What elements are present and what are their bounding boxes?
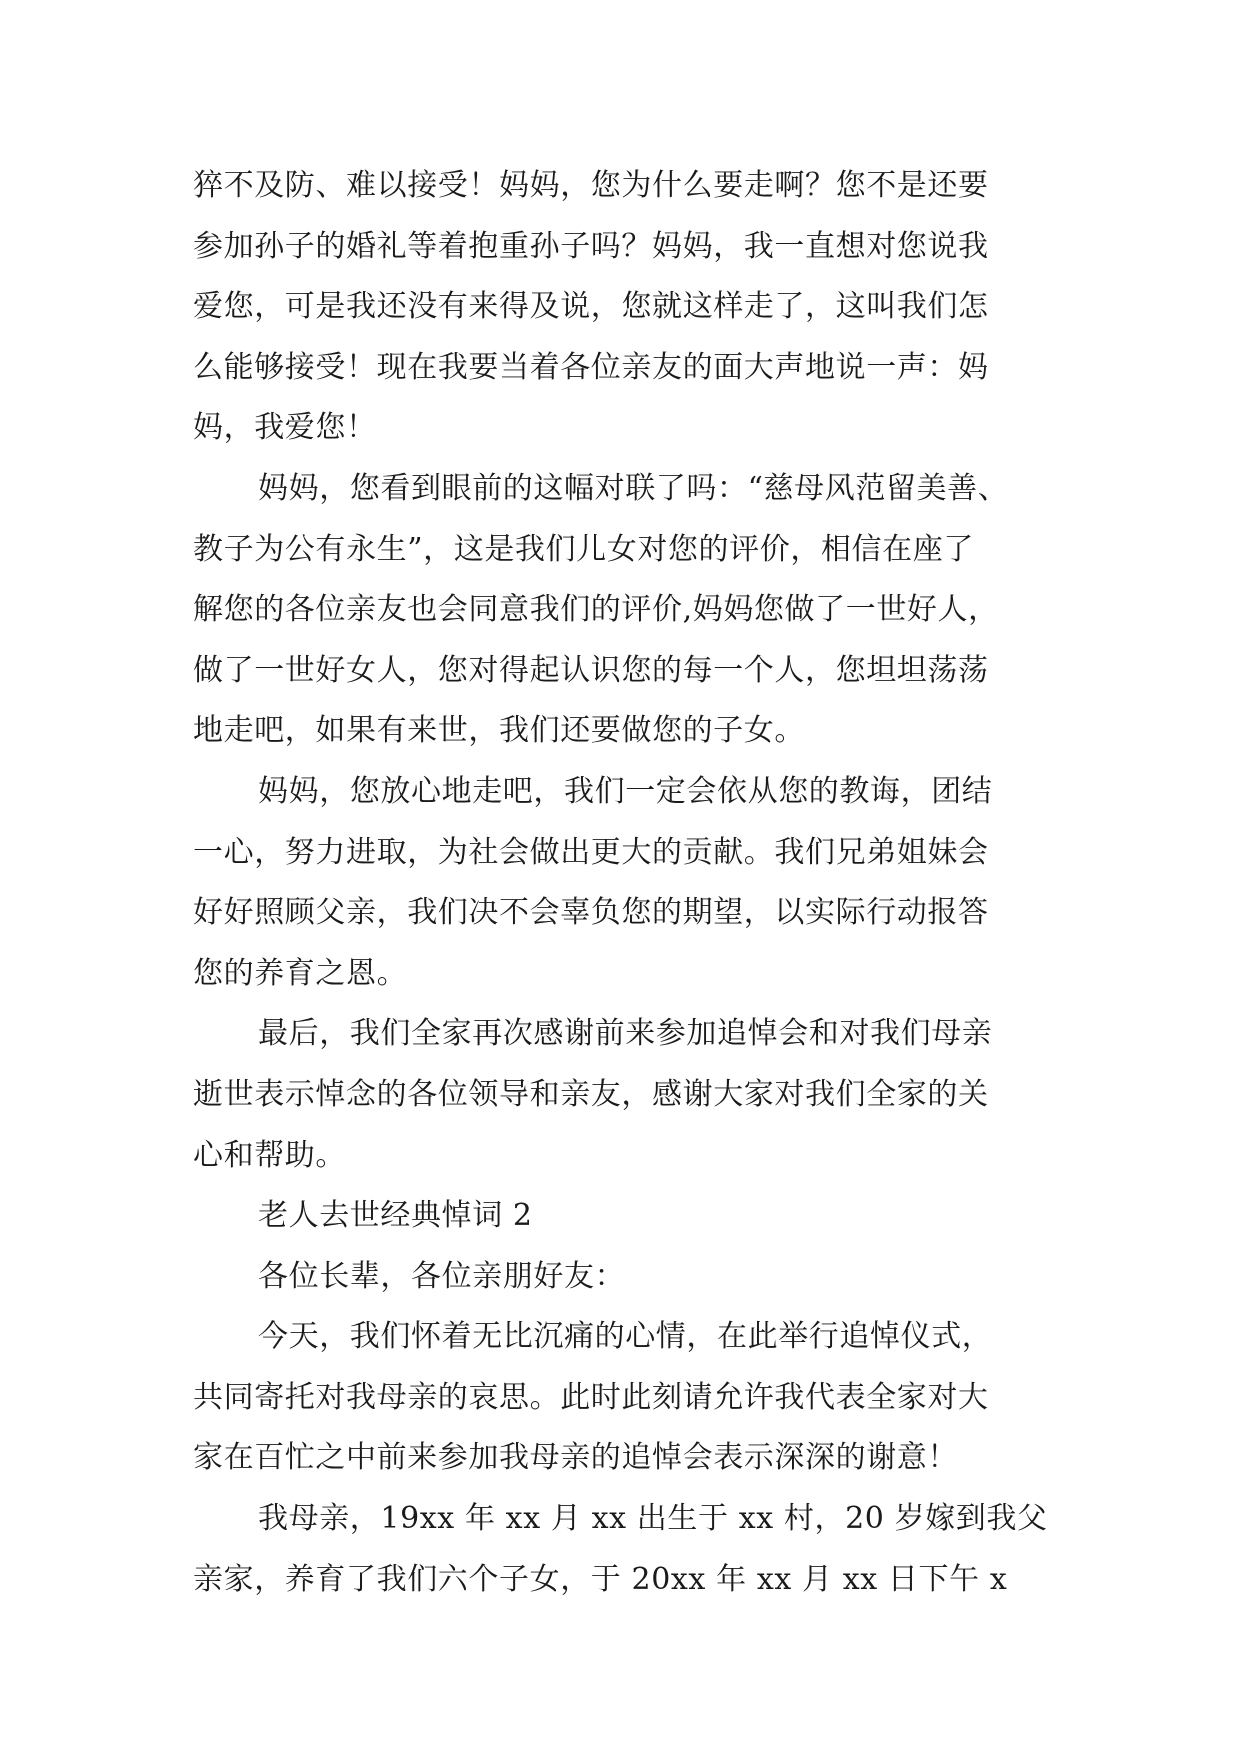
heading-text: 老人去世经典悼词 2 — [258, 1198, 533, 1234]
paragraph-4 — [193, 1004, 1061, 1186]
section-heading — [193, 1186, 1061, 1247]
text-line: 妈，我爱您！ — [193, 410, 377, 446]
document-body — [193, 156, 1061, 1610]
text-line: 妈妈，您放心地走吧，我们一定会依从您的教诲，团结 — [258, 773, 993, 809]
text-line: 教子为公有永生”，这是我们儿女对您的评价，相信在座了 — [193, 531, 974, 567]
text-line: 解您的各位亲友也会同意我们的评价,妈妈您做了一世好人， — [193, 592, 999, 628]
text-line: 今天，我们怀着无比沉痛的心情，在此举行追悼仪式， — [258, 1319, 993, 1355]
paragraph-5 — [193, 1307, 1061, 1489]
text-line: 一心，努力进取，为社会做出更大的贡献。我们兄弟姐妹会 — [193, 834, 989, 870]
text-line: 么能够接受！现在我要当着各位亲友的面大声地说一声：妈 — [193, 349, 989, 385]
text-line: 心和帮助。 — [193, 1137, 346, 1173]
paragraph-6 — [193, 1489, 1061, 1610]
text-line: 我母亲，19xx 年 xx 月 xx 出生于 xx 村，20 岁嫁到我父 — [258, 1501, 1048, 1537]
paragraph-3 — [193, 762, 1061, 1004]
salutation-text: 各位长辈，各位亲朋好友： — [258, 1258, 626, 1294]
text-line: 亲家，养育了我们六个子女，于 20xx 年 xx 月 xx 日下午 x — [193, 1561, 1008, 1597]
text-line: 地走吧，如果有来世，我们还要做您的子女。 — [193, 713, 805, 749]
text-line: 逝世表示悼念的各位领导和亲友，感谢大家对我们全家的关 — [193, 1076, 989, 1112]
paragraph-2 — [193, 459, 1061, 762]
text-line: 做了一世好女人，您对得起认识您的每一个人，您坦坦荡荡 — [193, 652, 989, 688]
salutation — [193, 1247, 1061, 1308]
text-line: 家在百忙之中前来参加我母亲的追悼会表示深深的谢意！ — [193, 1440, 958, 1476]
text-line: 您的养育之恩。 — [193, 955, 408, 991]
paragraph-1 — [193, 156, 1061, 459]
text-line: 猝不及防、难以接受！妈妈，您为什么要走啊？您不是还要 — [193, 168, 989, 203]
text-line: 共同寄托对我母亲的哀思。此时此刻请允许我代表全家对大 — [193, 1379, 989, 1415]
text-line: 妈妈，您看到眼前的这幅对联了吗：“慈母风范留美善、 — [258, 470, 1009, 506]
text-line: 好好照顾父亲，我们决不会辜负您的期望，以实际行动报答 — [193, 895, 989, 931]
text-line: 爱您，可是我还没有来得及说，您就这样走了，这叫我们怎 — [193, 289, 989, 325]
text-line: 最后，我们全家再次感谢前来参加追悼会和对我们母亲 — [258, 1016, 993, 1052]
text-line: 参加孙子的婚礼等着抱重孙子吗？妈妈，我一直想对您说我 — [193, 228, 989, 264]
